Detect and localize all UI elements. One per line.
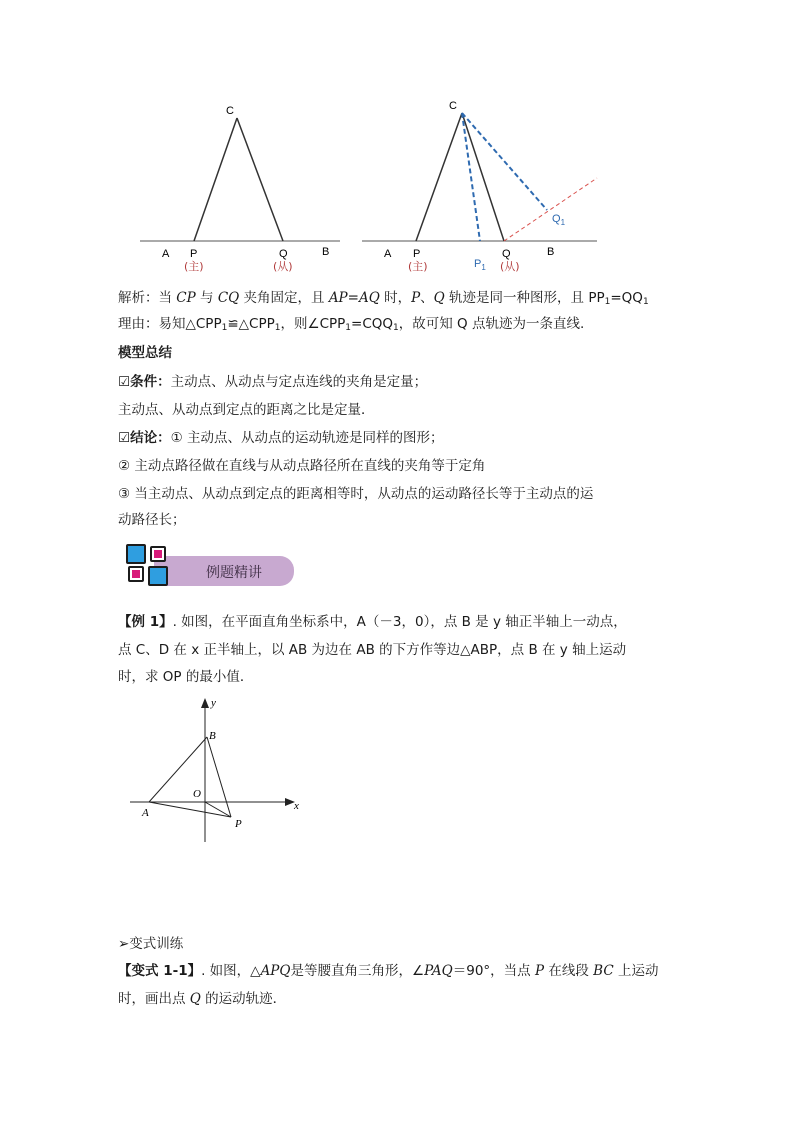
banner-square-icon — [126, 544, 146, 564]
model-summary-heading: 模型总结 — [118, 345, 172, 361]
segment-CQ — [462, 113, 504, 241]
label-A: A — [384, 248, 392, 260]
label-P1: $P_1$ — [474, 258, 486, 272]
variant-heading: ➢变式训练 — [118, 936, 184, 952]
label-Q1: $Q_1$ — [552, 213, 566, 227]
label-P-role: (主) — [408, 260, 428, 273]
label-C: C — [449, 100, 457, 112]
example1-line-3: 时，求 OP 的最小值． — [118, 669, 254, 685]
example1-line-1: 【例 1】. 如图，在平面直角坐标系中，A（－3，0），点 B 是 y 轴正半轴上一动点， — [118, 614, 627, 630]
reason-line: 理由：易知$\triangle CPP_1≌\triangle CPP_1$，则$\angle CPP_1=CQQ_1$，故可知 Q 点轨迹为一条直线. — [118, 316, 585, 333]
conclusion-line-3: ③ 当主动点、从动点到定点的距离相等时，从动点的运动路径长等于主动点的运 — [118, 486, 594, 502]
banner-square-icon — [148, 566, 168, 586]
variant-line-2: 时，画出点 Q 的运动轨迹． — [118, 991, 287, 1007]
conclusion-line-3b: 动路径长； — [118, 512, 186, 528]
label-A: A — [142, 807, 149, 819]
variant-line-1: 【变式 1-1】. 如图，△APQ是等腰直角三角形，∠PAQ＝90°，当点 P 在线段 BC 上运动 — [118, 963, 659, 979]
dashed-Q-locus — [504, 178, 597, 241]
label-Q: Q — [279, 248, 288, 260]
figure-left-triangle — [140, 100, 350, 280]
figure-example-coordinate — [125, 692, 315, 847]
example1-line-2: 点 C、D 在 x 正半轴上，以 AB 为边在 AB 的下方作等边△ABP，点 B 在 y 轴上运动 — [118, 642, 627, 658]
label-P: P — [235, 818, 242, 830]
label-Q: Q — [502, 248, 511, 260]
label-A: A — [162, 248, 170, 260]
label-B: B — [209, 730, 216, 742]
segment-CQ — [237, 118, 283, 241]
conclusion-line-2: ② 主动点路径做在直线与从动点路径所在直线的夹角等于定角 — [118, 458, 486, 474]
label-O: O — [193, 788, 201, 800]
analysis-line: 解析：当 CP 与 CQ 夹角固定，且 AP=AQ 时，P、Q 轨迹是同一种图形，且 $PP_1=QQ_1$ — [118, 290, 649, 307]
banner-square-icon — [128, 566, 144, 582]
label-x: x — [294, 800, 299, 812]
label-C: C — [226, 105, 234, 117]
label-Q-role: (从) — [273, 260, 293, 273]
label-B: B — [322, 246, 330, 258]
label-y: y — [211, 697, 216, 709]
conclusion-line-1: ☑结论：① 主动点、从动点的运动轨迹是同样的图形； — [118, 430, 444, 446]
banner-title: 例题精讲 — [206, 565, 262, 581]
label-P: P — [190, 248, 198, 260]
y-axis-arrow — [201, 698, 209, 708]
label-P-role: (主) — [184, 260, 204, 273]
segment-CP — [416, 113, 462, 241]
condition-line-1: ☑条件：主动点、从动点与定点连线的夹角是定量； — [118, 374, 428, 390]
dashed-CP1 — [462, 113, 480, 241]
label-P: P — [413, 248, 421, 260]
label-B: B — [547, 246, 555, 258]
example-banner — [126, 540, 296, 590]
condition-line-2: 主动点、从动点到定点的距离之比是定量． — [118, 402, 375, 418]
segment-CP — [194, 118, 237, 241]
dashed-CQ1 — [462, 113, 547, 210]
label-Q-role: (从) — [500, 260, 520, 273]
figure-right-triangle — [362, 95, 612, 280]
banner-square-icon — [150, 546, 166, 562]
